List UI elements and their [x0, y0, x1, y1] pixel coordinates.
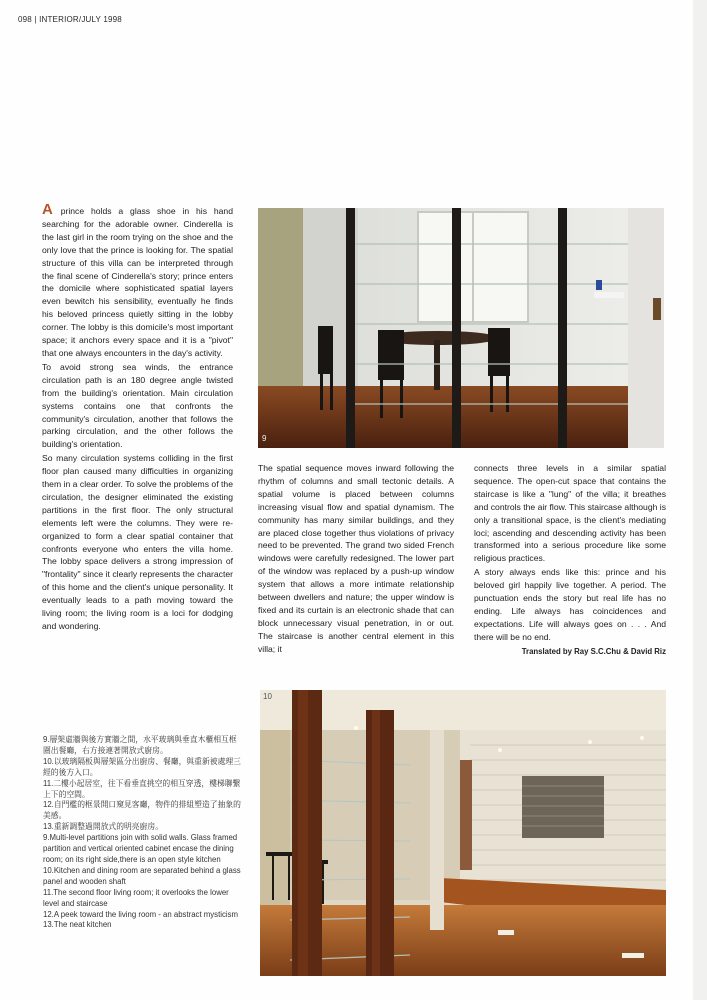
photo-number: 9 — [262, 434, 267, 443]
translator-credit: Translated by Ray S.C.Chu & David Riz — [521, 646, 666, 656]
caption: 9.層架虛牆與後方實牆之間，水平玻璃與垂直木櫃相互框圍出餐廳，右方接連著開放式廚房。 — [43, 735, 237, 755]
paragraph: The spatial sequence moves inward following the rhythm of columns and small tectonic details. A spatial volume is placed between columns increasing visual flow and spatial dynamism. The community has many similar buildings, and they are placed close together thus violations of privacy need to be prevented. The grand two sided French windows were carefully redesigned. The lower part of the window was replaced by a push-up window system that allows a more intimate relationship between dwellers and nature; the upper window is fixed and its curtain is an electronic shade that can block unnecessary visual penetration, in or out. The staircase is another central element in this villa; it — [258, 463, 454, 654]
paragraph: A story always ends like this: prince and his beloved girl happily live together. A period. The punctuation ends the story but real life has no ending. Life always has coincidences and expectations. Life will always goes on . . . And there will be no end. — [474, 567, 666, 642]
caption: 11.The second floor living room; it overlooks the lower level and staircase — [43, 887, 229, 908]
caption: 9.Multi-level partitions join with solid walls. Glass framed partition and vertical oriented cabinet encase the dining room; on its right side,there is an open style kitchen — [43, 833, 238, 864]
text-column-3 — [474, 462, 666, 659]
running-head: 098 | INTERIOR/JULY 1998 — [18, 15, 122, 24]
dining-room-photo — [258, 208, 664, 448]
paragraph: So many circulation systems colliding in the first floor plan caused many difficulties in organizing them in a clear order. To solve the problems of the circulation, the designer eliminated the existing partitions in the first floor. The only structural elements left were the columns. They were re-organized to form a clear spatial container that confronts everyone who enters the villa home. The lobby space delivers a strong impression of "frontality" since it clearly represents the character of this home and the client's unique personality. It eventually leads to a path moving toward the living room; the living room is a loci for dodging and wondering. — [42, 453, 233, 631]
caption: 12.自門檻的框景開口窺見客廳，物件的排組塑造了抽象的美感。 — [43, 800, 241, 821]
caption: 10.Kitchen and dining room are separated behind a glass panel and wooden shaft — [43, 865, 241, 886]
photo-number: 10 — [263, 692, 272, 701]
drop-cap: A — [42, 201, 53, 218]
paragraph: A prince holds a glass shoe in his hand searching for the adorable owner. Cinderella is the last girl in the room trying on the shoe and the only love that the prince is looking for. The spatial structure of this villa can be interpreted through the final scene of Cinderella's story; prince enters the domicile where sophisticated spatial layers even bewitch his sensibility, eventually he finds his beloved princess quietly sitting in the lobby corner. The lobby is this domicile's most important space; it anchors every space and it is a "pivot" that one always encounters in the day's activity. — [42, 201, 233, 358]
caption: 12.A peek toward the living room - an abstract mysticism — [43, 909, 239, 919]
caption: 10.以玻璃隔板與層架區分出廚房、餐廳，與重新被處理三經的後方入口。 — [43, 756, 241, 777]
text-column-1 — [42, 201, 233, 634]
text-column-2 — [258, 462, 454, 657]
kitchen-photo — [260, 690, 666, 976]
caption: 13.The neat kitchen — [43, 920, 112, 930]
paper-edge — [693, 0, 707, 1000]
caption: 11.二樓小起居室，往下看垂直挑空的相互穿透，樓梯聯繫上下的空間。 — [43, 778, 241, 799]
photo-captions — [43, 735, 243, 931]
paragraph: connects three levels in a similar spatial sequence. The open-cut space that contains the staircase is like a "lung" of the villa; it breathes and controls the air flow. This staircase although is only a transitional space, is the client's mediating loci; ascending and descending activity has been transformed into a serious procedure like some religious practices. — [474, 463, 666, 564]
paragraph: To avoid strong sea winds, the entrance circulation path is an 180 degree angle twisted from the building's orientation. Main circulation systems contains one that confronts the community's circulation, another that follows the parking circulation, and the other follows the building's orientation. — [42, 361, 233, 450]
caption: 13.重新調整過開放式的明亮廚房。 — [43, 822, 163, 832]
